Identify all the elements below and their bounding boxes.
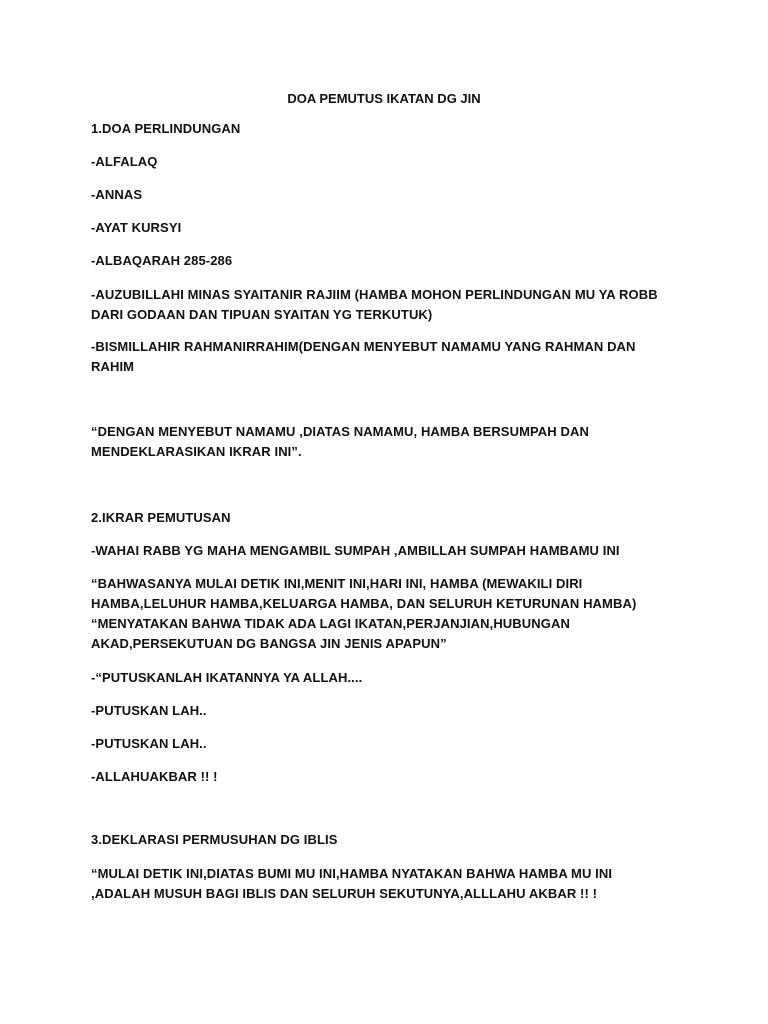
section-heading: 2.IKRAR PEMUTUSAN [91, 510, 231, 525]
text-line: -“PUTUSKANLAH IKATANNYA YA ALLAH.... [91, 670, 363, 685]
text-line: -ALLAHUAKBAR !! ! [91, 769, 218, 784]
text-line: HAMBA,LELUHUR HAMBA,KELUARGA HAMBA, DAN SELURUH KETURUNAN HAMBA) [91, 596, 637, 611]
text-line: MENDEKLARASIKAN IKRAR INI”. [91, 444, 302, 459]
text-line: -BISMILLAHIR RAHMANIRRAHIM(DENGAN MENYEBUT NAMAMU YANG RAHMAN DAN [91, 339, 636, 354]
section-heading: 1.DOA PERLINDUNGAN [91, 121, 241, 136]
section-heading: 3.DEKLARASI PERMUSUHAN DG IBLIS [91, 832, 338, 847]
text-line: DARI GODAAN DAN TIPUAN SYAITAN YG TERKUTUK) [91, 307, 433, 322]
text-line: -PUTUSKAN LAH.. [91, 736, 207, 751]
text-line: RAHIM [91, 359, 135, 374]
text-line: -AUZUBILLAHI MINAS SYAITANIR RAJIIM (HAMBA MOHON PERLINDUNGAN MU YA ROBB [91, 287, 658, 302]
text-line: -ALBAQARAH 285-286 [91, 253, 233, 268]
document-title: DOA PEMUTUS IKATAN DG JIN [287, 91, 481, 106]
text-line: -PUTUSKAN LAH.. [91, 703, 207, 718]
text-line: “MENYATAKAN BAHWA TIDAK ADA LAGI IKATAN,PERJANJIAN,HUBUNGAN [91, 616, 570, 631]
text-line: “MULAI DETIK INI,DIATAS BUMI MU INI,HAMBA NYATAKAN BAHWA HAMBA MU INI [91, 866, 613, 881]
text-line: AKAD,PERSEKUTUAN DG BANGSA JIN JENIS APAPUN” [91, 636, 447, 651]
text-line: -WAHAI RABB YG MAHA MENGAMBIL SUMPAH ,AMBILLAH SUMPAH HAMBAMU INI [91, 543, 620, 558]
text-line: -ANNAS [91, 187, 143, 202]
text-line: “BAHWASANYA MULAI DETIK INI,MENIT INI,HARI INI, HAMBA (MEWAKILI DIRI [91, 576, 583, 591]
text-line: -AYAT KURSYI [91, 220, 182, 235]
text-line: ,ADALAH MUSUH BAGI IBLIS DAN SELURUH SEKUTUNYA,ALLLAHU AKBAR !! ! [91, 886, 598, 901]
text-line: -ALFALAQ [91, 154, 158, 169]
text-line: “DENGAN MENYEBUT NAMAMU ,DIATAS NAMAMU, HAMBA BERSUMPAH DAN [91, 424, 589, 439]
